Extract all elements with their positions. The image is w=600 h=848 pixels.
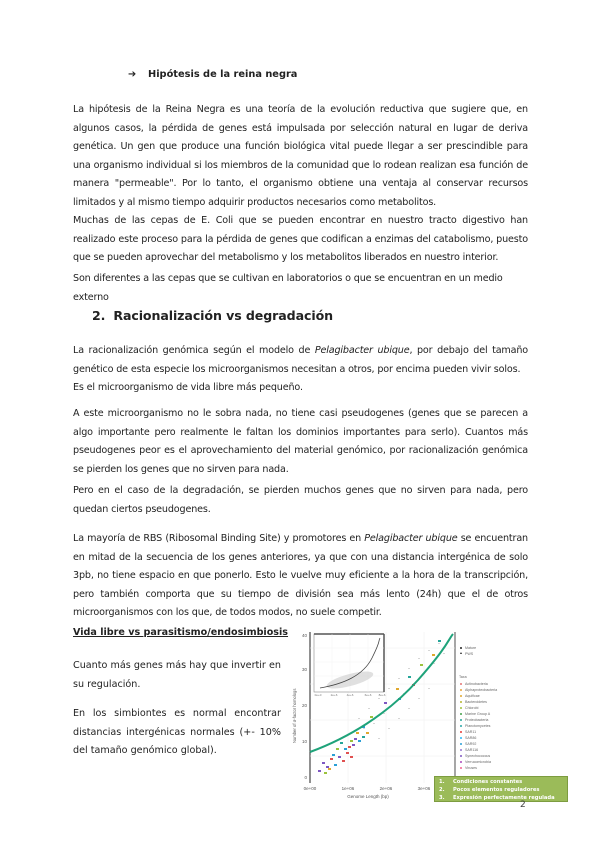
- section-heading-racionalizacion: [92, 308, 333, 323]
- svg-text:SAR11: SAR11: [465, 730, 477, 734]
- paragraph-regulacion: Cuanto más genes más hay que invertir en su regulación.: [73, 660, 281, 690]
- svg-text:0: 0: [304, 775, 307, 780]
- figure-legend: [459, 646, 497, 770]
- section-number: 2.: [92, 308, 106, 323]
- svg-text:Planctomycetes: Planctomycetes: [465, 724, 491, 728]
- paragraph-degradacion: Pero en el caso de la degradación, se pierden muchos genes que no sirven para nada, pero quedan ciertos pseudogenes.: [73, 485, 528, 515]
- svg-text:0e+00: 0e+00: [303, 786, 317, 791]
- note-item: 1. Condiciones constantes: [439, 779, 523, 785]
- svg-text:20: 20: [301, 703, 307, 708]
- paragraph-reina-negra: La hipótesis de la Reina Negra es una teoría de la evolución reductiva que sugiere que, en algunos casos, la pérdida de genes está impulsada por selección natural en lugar de deriva genética. Un gen que produce una función biológica vital puede llegar a ser prescindible para una organismo individual si los miembros de la comunidad que lo rodean realizan esa función de manera "permeable". Por lo tanto, el organismo obtiene una ventaja al conservar recursos limitados y al mismo tiempo adquirir productos necesarios como metabolitos.: [73, 104, 528, 208]
- text-run: , por debajo del tamaño genético de esta especie los microorganismos necesitan a otros, por encima pueden vivir solos.: [73, 345, 529, 375]
- svg-text:Viruses: Viruses: [465, 766, 477, 770]
- svg-text:Mature: Mature: [465, 646, 477, 650]
- svg-text:Verrucomicrobia: Verrucomicrobia: [465, 760, 491, 764]
- subsection-heading-reina-negra: [128, 69, 297, 80]
- svg-text:Synechococcus: Synechococcus: [465, 754, 491, 758]
- inset-plot: [314, 634, 386, 697]
- svg-text:0e+0: 0e+0: [314, 693, 322, 697]
- svg-text:Proteobacteria: Proteobacteria: [465, 718, 489, 722]
- page-number: 2: [520, 800, 526, 810]
- svg-text:Genome Length (bp): Genome Length (bp): [347, 794, 389, 799]
- paragraph-simbiontes: En los simbiontes es normal encontrar distancias intergénicas normales (+- 10% del tamaño genómico global).: [73, 708, 281, 756]
- svg-text:Actinobacteria: Actinobacteria: [465, 682, 488, 686]
- svg-text:Bacteroidetes: Bacteroidetes: [465, 700, 487, 704]
- svg-text:SAR92: SAR92: [465, 742, 477, 746]
- svg-text:3e+06: 3e+06: [417, 786, 431, 791]
- svg-text:4e+6: 4e+6: [346, 693, 354, 697]
- notes-box: [434, 776, 568, 802]
- text-run: se encuentran en mitad de la secuencia de los genes anteriores, ya que con una distancia intergénica de solo 3pb, no tiene espacio en que ponerlo. Esto le vuelve muy eficiente a la hora de la transcripción, pero también comporta que su tiempo de división sea más lento (24h) que el de otros microorganismos con los que, de todos modos, no suele competir.: [73, 533, 528, 618]
- arrow-right-icon: ➔: [128, 69, 137, 80]
- svg-text:Chlorobi: Chlorobi: [465, 706, 479, 710]
- svg-text:40: 40: [301, 633, 307, 638]
- text-run: La racionalización genómica según el modelo de: [73, 345, 315, 356]
- text-run: Es el microorganismo de vida libre más pequeño.: [73, 382, 303, 393]
- svg-text:6e+6: 6e+6: [364, 693, 372, 697]
- note-item: 3. Expresión perfectamente regulada: [439, 795, 555, 801]
- svg-text:30: 30: [301, 667, 307, 672]
- note-item: 2. Pocos elementos reguladores: [439, 787, 540, 793]
- svg-text:Number of σ-factor homologs: Number of σ-factor homologs: [292, 688, 297, 743]
- svg-text:SAR86: SAR86: [465, 736, 477, 740]
- svg-text:1e+06: 1e+06: [341, 786, 355, 791]
- subsection-heading-vida-libre: Vida libre vs parasitismo/endosimbiosis: [73, 627, 289, 638]
- svg-text:Marine Group A: Marine Group A: [465, 712, 491, 716]
- paragraph-ecoli: Muchas de las cepas de E. Coli que se pueden encontrar en nuestro tracto digestivo han realizado este proceso para la pérdida de genes que codifican a enzimas del catabolismo, puesto que se pueden aprovechar del metabolismo y los metabolitos liberados en nuestro interior.: [73, 215, 528, 263]
- svg-text:Aquificae: Aquificae: [465, 694, 480, 698]
- section-title: Racionalización vs degradación: [113, 308, 333, 323]
- species-name: Pelagibacter ubique: [364, 533, 458, 544]
- svg-text:10: 10: [301, 739, 307, 744]
- svg-text:8e+6: 8e+6: [378, 693, 386, 697]
- paragraph-diferentes: Son diferentes a las cepas que se cultivan en laboratorios o que se encuentran en un medio externo: [73, 273, 503, 303]
- text-run: La mayoría de RBS (Ribosomal Binding Site) y promotores en: [73, 533, 365, 544]
- svg-text:PWS: PWS: [465, 652, 474, 656]
- svg-text:SAR116: SAR116: [465, 748, 479, 752]
- paragraph-rbs: [73, 530, 528, 623]
- paragraph-no-sobra: A este microorganismo no le sobra nada, no tiene casi pseudogenes (genes que se parecen a algo importante pero realmente le faltan los dominios importantes para serlo). Cuantos más pseudogenes peor es el aprovechamiento del material genómico, por racionalización genómica se pierden los genes que no sirven para nada.: [73, 408, 528, 475]
- paragraph-racionalizacion: [73, 342, 528, 398]
- svg-text:Alphaproteobacteria: Alphaproteobacteria: [465, 688, 498, 692]
- svg-text:Taxa: Taxa: [459, 675, 467, 679]
- svg-text:2e+06: 2e+06: [379, 786, 393, 791]
- subsection-heading-text: Hipótesis de la reina negra: [148, 69, 298, 80]
- species-name: Pelagibacter ubique: [314, 345, 410, 356]
- svg-text:2e+6: 2e+6: [330, 693, 338, 697]
